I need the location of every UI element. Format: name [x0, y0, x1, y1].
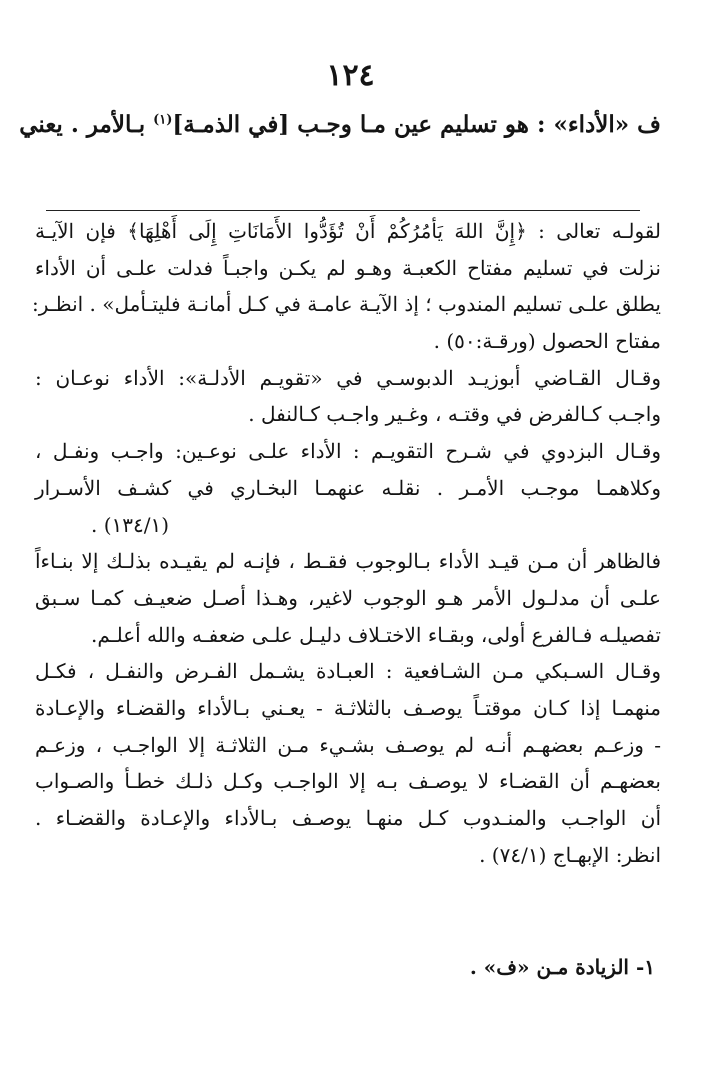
note-line: مفتاح الحصول (ورقـة:٥٠) . [433, 329, 661, 354]
footnote-reference-mark: (١) [153, 112, 173, 128]
note-line: تفصيلـه فـالفرع أولى، وبقـاء الاختـلاف دليـل علـى ضعفـه والله أعلـم. [91, 622, 661, 647]
notes-block [32, 213, 661, 873]
notes-separator-line [46, 210, 640, 211]
note-reference-line: (١٣٤/١) . [91, 512, 170, 537]
note-line: وقـال القـاضي أبوزيـد الدبوسـي في «تقويـم الأدلـة»: الأداء نوعـان : [35, 365, 661, 390]
note-line: نزلت في تسليم مفتاح الكعبـة وهـو لم يكـن واجبـاً فدلت علـى أن الأداء [35, 255, 661, 280]
note-line: بعضهـم أن القضـاء لا يوصـف بـه إلا الواجـب وكـل ذلـك خطـأ والصـواب [35, 769, 661, 794]
main-text-line [19, 108, 661, 142]
page-number: ١٢٤ [326, 58, 375, 93]
note-line: - وزعـم بعضهـم أنـه لم يوصـف بشـيء مـن الثلاثـة إلا الواجـب ، وزعـم [35, 732, 661, 757]
note-line: أن الواجـب والمنـدوب كـل منهـا يوصـف بـالأداء والإعـادة والقضـاء . [35, 806, 661, 830]
note-line: علـى أن مدلـول الأمر هـو الوجوب لاغير، وهـذا أصـل ضعيـف كمـا سـبق [35, 585, 661, 610]
footnote: ١- الزيادة مـن «ف» . [469, 955, 655, 979]
main-text-end: بـالأمر . يعني [19, 111, 154, 138]
note-line: وقـال السـبكي مـن الشـافعية : العبـادة يشـمل الفـرض والنفـل ، فكـل [35, 659, 661, 684]
main-text-start: ف «الأداء» : هو تسليم عين مـا وجـب [في الذمـة] [172, 111, 661, 138]
note-line: فالظاهر أن مـن قيـد الأداء بـالوجوب فقـط ، فإنـه لم يقيـده بذلـك إلا بنـاءاً [35, 549, 661, 574]
note-line: منهمـا إذا كـان موقتـاً يوصـف بالثلاثـة - يعـني بـالأداء والقضـاء والإعـادة [35, 695, 661, 720]
note-line: واجـب كـالفرض في وقتـه ، وغـير واجـب كـالنفل . [248, 402, 661, 427]
note-line: انظر: الإبهـاج (٧٤/١) . [479, 842, 661, 867]
note-line: وكلاهمـا موجـب الأمـر . نقلـه عنهمـا البخـاري في كشـف الأسـرار [35, 475, 661, 500]
note-line: يطلق علـى تسليم المندوب ؛ إذ الآيـة عامـة في كـل أمانـة فليتـأمل» . انظـر: [32, 292, 661, 317]
note-line: وقـال البزدوي في شـرح التقويـم : الأداء علـى نوعـين: واجـب ونفـل ، [35, 439, 661, 464]
note-line: لقولـه تعالى : ﴿إِنَّ اللهَ يَأمُرُكُمْ أَنْ تُؤَدُّوا الأَمَانَاتِ إِلَى أَهْلِهَا﴾ فإن الآيـة [35, 219, 661, 243]
